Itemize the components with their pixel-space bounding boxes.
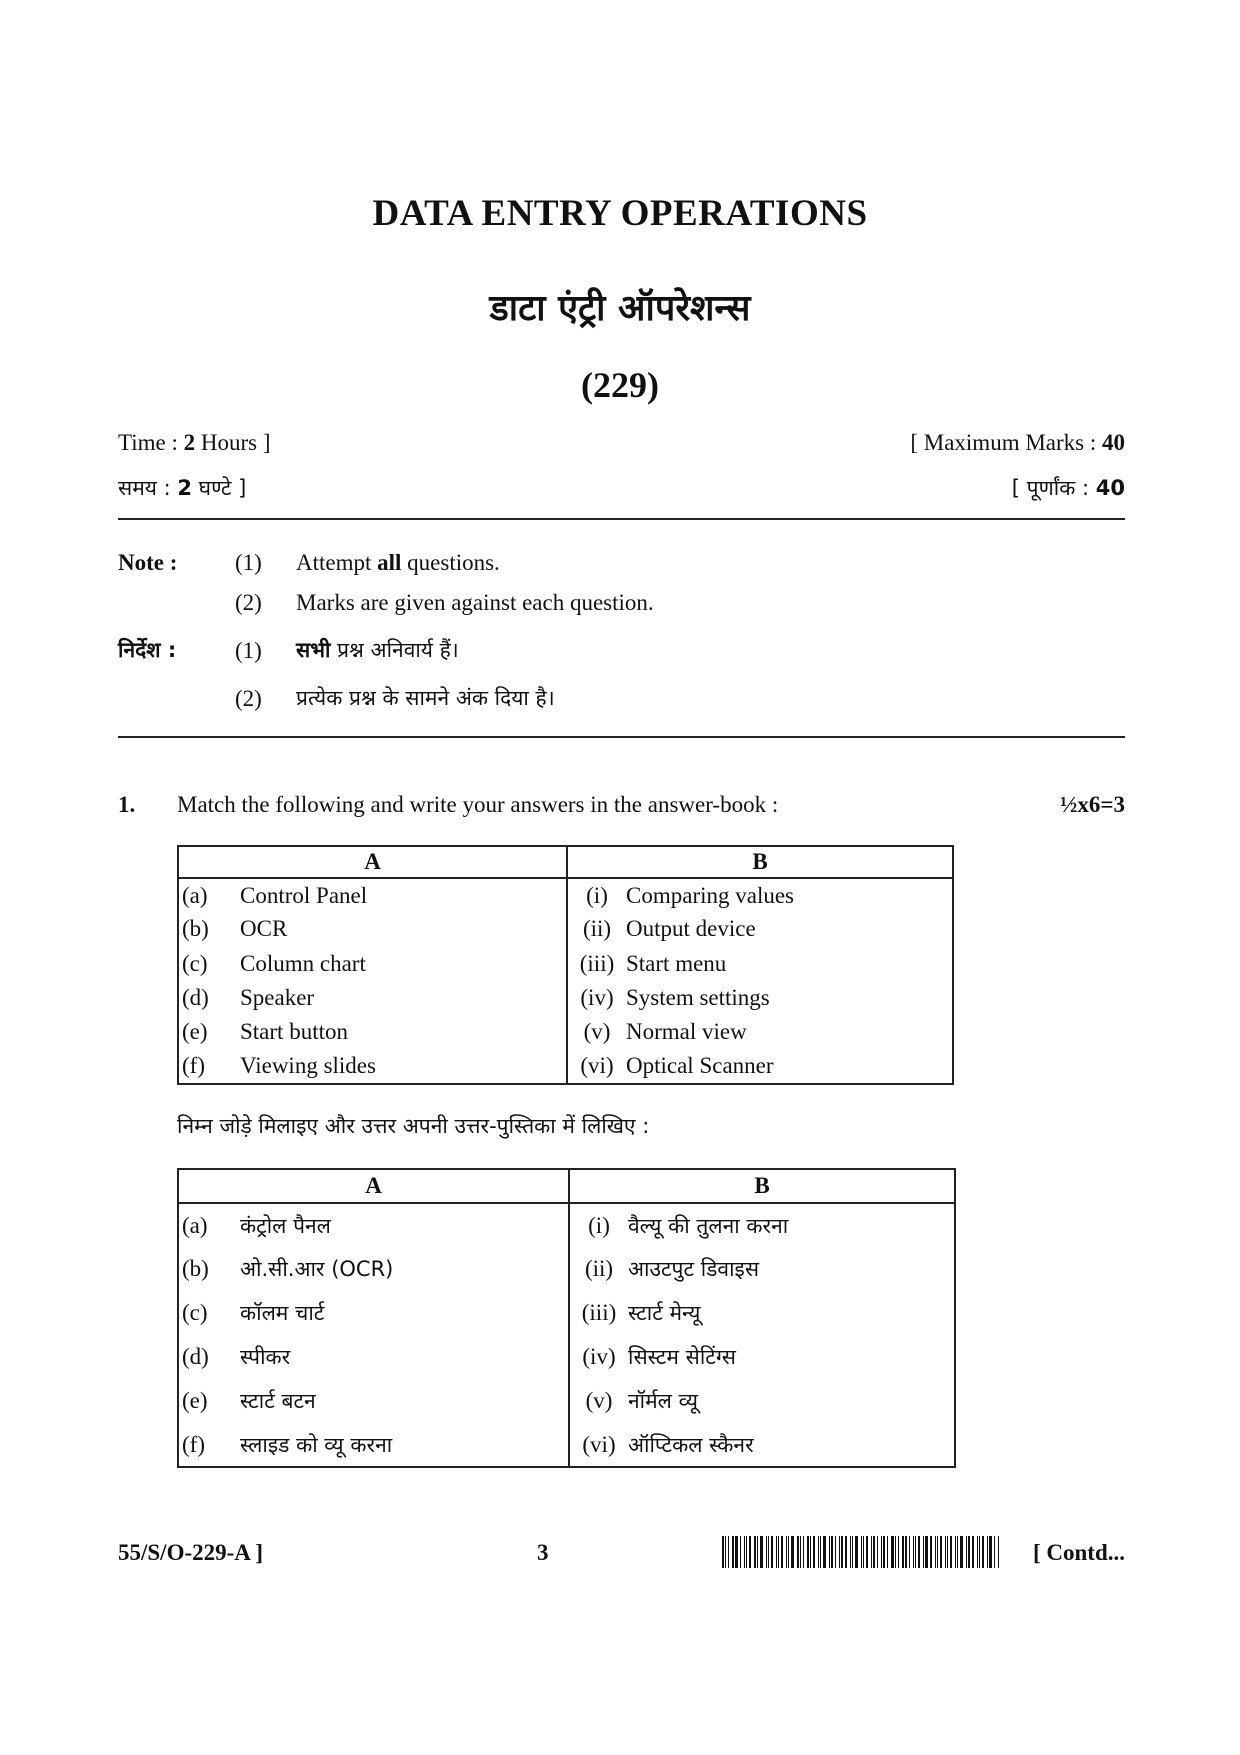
barcode-bar bbox=[786, 1536, 787, 1568]
barcode-bar bbox=[905, 1536, 907, 1568]
table-row: (f) Viewing slides (vi) Optical Scanner bbox=[178, 1049, 953, 1084]
note-number: (1) bbox=[235, 638, 262, 663]
match-table-hindi bbox=[177, 1168, 956, 1468]
barcode-bar bbox=[754, 1536, 756, 1568]
barcode-bar bbox=[950, 1536, 952, 1568]
note-number: (2) bbox=[235, 686, 262, 711]
barcode-bar bbox=[768, 1536, 769, 1568]
page-number: 3 bbox=[537, 1540, 549, 1565]
table-row: (f) स्लाइड को व्यू करना (vi) ऑप्टिकल स्कैनर bbox=[178, 1423, 955, 1467]
table-row: (b) ओ.सी.आर (OCR) (ii) आउटपुट डिवाइस bbox=[178, 1247, 955, 1291]
barcode-bar bbox=[829, 1536, 830, 1568]
barcode-bar bbox=[923, 1536, 924, 1568]
barcode-bar bbox=[972, 1536, 974, 1568]
barcode-bar bbox=[749, 1536, 751, 1568]
note-text-hindi: सभी प्रश्न अनिवार्य हैं। bbox=[296, 638, 459, 662]
barcode-bar bbox=[845, 1536, 847, 1568]
barcode-bar bbox=[913, 1536, 914, 1568]
note-label-hindi: निर्देश : bbox=[118, 638, 177, 662]
time-info: Time : 2 Hours ] bbox=[118, 430, 271, 455]
column-b-header: B bbox=[569, 1169, 955, 1203]
barcode-bar bbox=[957, 1536, 958, 1568]
table-row: (e) Start button (v) Normal view bbox=[178, 1015, 953, 1049]
note-label: Note : bbox=[118, 550, 178, 575]
table-row: (e) स्टार्ट बटन (v) नॉर्मल व्यू bbox=[178, 1379, 955, 1423]
barcode-bar bbox=[966, 1536, 967, 1568]
barcode-bar bbox=[850, 1536, 851, 1568]
column-a-header: A bbox=[178, 846, 567, 878]
barcode-bar bbox=[898, 1536, 899, 1568]
barcode-bar bbox=[866, 1536, 868, 1568]
barcode-bar bbox=[998, 1536, 999, 1568]
barcode-bar bbox=[818, 1536, 819, 1568]
barcode-bar bbox=[895, 1536, 896, 1568]
barcode-bar bbox=[788, 1536, 789, 1568]
barcode-bar bbox=[841, 1536, 843, 1568]
paper-code: 55/S/O-229-A ] bbox=[118, 1540, 264, 1565]
barcode-bar bbox=[937, 1536, 938, 1568]
barcode-bar bbox=[778, 1536, 779, 1568]
barcode-bar bbox=[979, 1536, 980, 1568]
note-text: Marks are given against each question. bbox=[296, 590, 654, 615]
barcode-bar bbox=[757, 1536, 758, 1568]
barcode-bar bbox=[989, 1536, 992, 1568]
barcode-bar bbox=[797, 1536, 799, 1568]
time-info-hindi: समय : 2 घण्टे ] bbox=[118, 476, 247, 500]
barcode-bar bbox=[994, 1536, 995, 1568]
barcode-bar bbox=[791, 1536, 794, 1568]
barcode-bar bbox=[746, 1536, 747, 1568]
note-text: Attempt all questions. bbox=[296, 550, 500, 575]
barcode-bar bbox=[945, 1536, 946, 1568]
barcode-bar bbox=[722, 1536, 724, 1568]
barcode-bar bbox=[935, 1536, 936, 1568]
barcode-bar bbox=[740, 1536, 741, 1568]
barcode-bar bbox=[977, 1536, 978, 1568]
barcode-bar bbox=[918, 1536, 920, 1568]
barcode-bar bbox=[925, 1536, 928, 1568]
barcode-bar bbox=[744, 1536, 745, 1568]
barcode-bar bbox=[732, 1536, 734, 1568]
note-text-hindi: प्रत्येक प्रश्न के सामने अंक दिया है। bbox=[296, 686, 555, 710]
barcode-bar bbox=[852, 1536, 853, 1568]
question-number: 1. bbox=[118, 792, 136, 817]
max-marks-info: [ Maximum Marks : 40 bbox=[910, 430, 1125, 455]
barcode-bar bbox=[855, 1536, 858, 1568]
table-row: (d) स्पीकर (iv) सिस्टम सेटिंग्स bbox=[178, 1335, 955, 1379]
barcode-bar bbox=[930, 1536, 932, 1568]
table-row: (d) Speaker (iv) System settings bbox=[178, 981, 953, 1015]
barcode-bar bbox=[887, 1536, 888, 1568]
barcode-bar bbox=[728, 1536, 729, 1568]
barcode-bar bbox=[776, 1536, 777, 1568]
barcode-bar bbox=[823, 1536, 826, 1568]
barcode-bar bbox=[891, 1536, 894, 1568]
table-row: (c) Column chart (iii) Start menu bbox=[178, 946, 953, 981]
barcode-icon bbox=[722, 1536, 1002, 1568]
barcode-bar bbox=[771, 1536, 773, 1568]
barcode-bar bbox=[861, 1536, 862, 1568]
column-a-header: A bbox=[178, 1169, 569, 1203]
barcode-bar bbox=[803, 1536, 804, 1568]
column-b-header: B bbox=[567, 846, 953, 878]
subject-code: (229) bbox=[581, 365, 659, 405]
divider bbox=[118, 518, 1125, 520]
table-row: (a) Control Panel (i) Comparing values bbox=[178, 878, 953, 912]
barcode-bar bbox=[955, 1536, 956, 1568]
page-title-hindi: डाटा एंट्री ऑपरेशन्स bbox=[489, 288, 751, 329]
barcode-bar bbox=[800, 1536, 801, 1568]
barcode-bar bbox=[871, 1536, 872, 1568]
barcode-bar bbox=[960, 1536, 963, 1568]
barcode-bar bbox=[766, 1536, 767, 1568]
barcode-bar bbox=[947, 1536, 948, 1568]
page-title: DATA ENTRY OPERATIONS bbox=[372, 193, 868, 234]
barcode-bar bbox=[831, 1536, 833, 1568]
barcode-bar bbox=[883, 1536, 885, 1568]
barcode-bar bbox=[902, 1536, 904, 1568]
question-text-hindi: निम्न जोड़े मिलाइए और उत्तर अपनी उत्तर-पुस्तिका में लिखिए : bbox=[177, 1114, 650, 1138]
table-row: (a) कंट्रोल पैनल (i) वैल्यू की तुलना करना bbox=[178, 1203, 955, 1247]
max-marks-info-hindi: [ पूर्णांक : 40 bbox=[1011, 476, 1125, 500]
barcode-bar bbox=[781, 1536, 783, 1568]
barcode-bar bbox=[725, 1536, 726, 1568]
barcode-bar bbox=[820, 1536, 821, 1568]
divider bbox=[118, 736, 1125, 738]
barcode-bar bbox=[877, 1536, 878, 1568]
question-text: Match the following and write your answers in the answer-book : bbox=[177, 792, 779, 817]
barcode-bar bbox=[813, 1536, 815, 1568]
barcode-bar bbox=[940, 1536, 942, 1568]
match-table-english bbox=[177, 845, 954, 1085]
barcode-bar bbox=[810, 1536, 811, 1568]
barcode-bar bbox=[982, 1536, 984, 1568]
barcode-bar bbox=[909, 1536, 910, 1568]
barcode-bar bbox=[835, 1536, 836, 1568]
barcode-bar bbox=[873, 1536, 875, 1568]
barcode-bar bbox=[968, 1536, 970, 1568]
barcode-bar bbox=[863, 1536, 864, 1568]
barcode-bar bbox=[915, 1536, 916, 1568]
barcode-bar bbox=[881, 1536, 882, 1568]
barcode-bar bbox=[807, 1536, 809, 1568]
table-row: (b) OCR (ii) Output device bbox=[178, 912, 953, 946]
table-row: (c) कॉलम चार्ट (iii) स्टार्ट मेन्यू bbox=[178, 1291, 955, 1335]
barcode-bar bbox=[760, 1536, 763, 1568]
barcode-bar bbox=[987, 1536, 988, 1568]
barcode-bar bbox=[839, 1536, 840, 1568]
contd-label: [ Contd... bbox=[1032, 1540, 1125, 1565]
barcode-bar bbox=[735, 1536, 738, 1568]
note-number: (1) bbox=[235, 550, 262, 575]
question-marks: ½x6=3 bbox=[1060, 792, 1125, 817]
note-number: (2) bbox=[235, 590, 262, 615]
